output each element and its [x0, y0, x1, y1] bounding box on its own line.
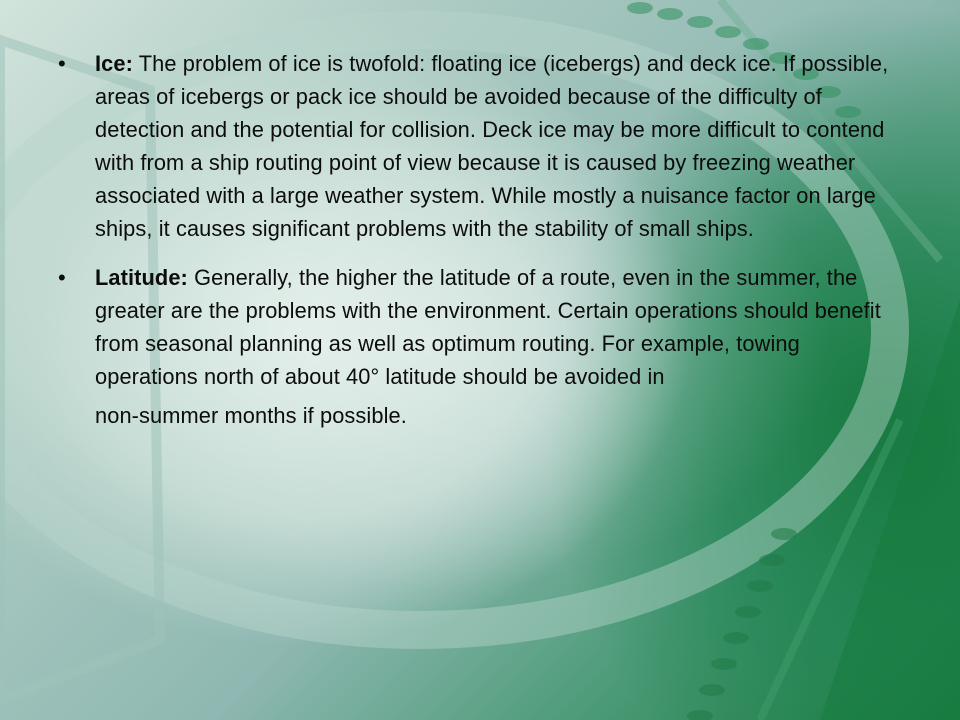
bullet-term-ice: Ice:	[95, 51, 133, 76]
slide-content	[40, 47, 900, 448]
bullet-text-ice: The problem of ice is twofold: floating ice (icebergs) and deck ice. If possible, areas of icebergs or pack ice should be avoided because of the difficulty of detection and the potential for collision. Deck ice may be more difficult to contend with from a ship routing point of view because it is caused by freezing weather associated with a large weather system. While mostly a nuisance factor on large ships, it causes significant problems with the stability of small ships.	[95, 51, 889, 241]
bullet-ice	[40, 47, 900, 245]
bullet-latitude	[40, 261, 900, 432]
bullet-term-latitude: Latitude:	[95, 265, 188, 290]
bullet-text-latitude: Generally, the higher the latitude of a route, even in the summer, the greater are the problems with the environment. Certain operations should benefit from seasonal planning as well as optimum routing. For example, towing operations north of about 40° latitude should be avoided in	[95, 265, 881, 389]
bullet-symbol: •	[58, 51, 66, 76]
bullet-symbol: •	[58, 265, 66, 290]
bullet-text-latitude-last-line: non-summer months if possible.	[95, 403, 407, 428]
